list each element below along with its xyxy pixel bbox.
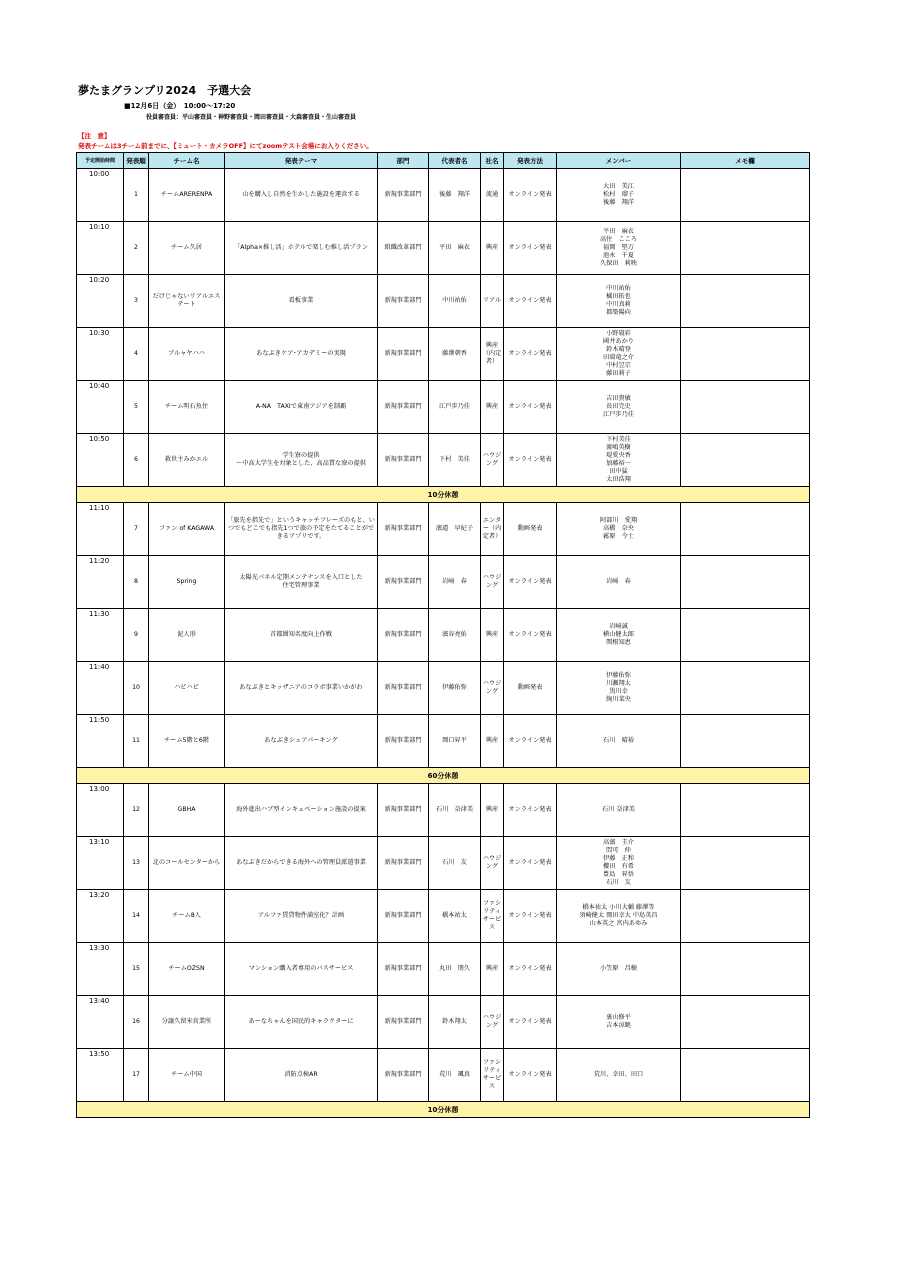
break-label: 10分休憩 (77, 487, 810, 503)
cell-dept: 新規事業部門 (378, 169, 429, 222)
table-row (77, 662, 810, 715)
member-name: 伊藤佑弥 (606, 672, 631, 679)
cell-method: 動画発表 (504, 503, 557, 556)
cell-theme (225, 434, 378, 487)
cell-order: 11 (124, 715, 149, 768)
cell-company: 興産 (481, 715, 504, 768)
table-row (77, 556, 810, 609)
cell-dept: 新規事業部門 (378, 996, 429, 1049)
member-name: 加藤裕一 (606, 460, 631, 467)
member-name: 大田 美江 (603, 183, 634, 190)
cell-time: 10:10 (77, 222, 124, 275)
col-method: 発表方法 (504, 153, 557, 169)
cell-theme (225, 503, 378, 556)
table-row (77, 943, 810, 996)
cell-memo (681, 381, 810, 434)
cell-rep: 江戸歩乃佳 (429, 381, 481, 434)
cell-team: 分譲久留米営業所 (149, 996, 225, 1049)
cell-rep: 濱道 早紀子 (429, 503, 481, 556)
col-rep: 代表者名 (429, 153, 481, 169)
cell-memo (681, 996, 810, 1049)
cell-theme (225, 222, 378, 275)
cell-team: チーム明石魚住 (149, 381, 225, 434)
table-row (77, 434, 810, 487)
table-row (77, 169, 810, 222)
cell-memo (681, 890, 810, 943)
cell-members (557, 381, 681, 434)
member-name: 中川真莉 (606, 301, 631, 308)
cell-memo (681, 434, 810, 487)
cell-memo (681, 556, 810, 609)
cell-method: オンライン発表 (504, 434, 557, 487)
member-name: 石川 友 (606, 879, 631, 886)
cell-company: 興産 (481, 222, 504, 275)
cell-method: オンライン発表 (504, 275, 557, 328)
cell-team: ブルャヤハハ (149, 328, 225, 381)
member-name: 田中猛 (609, 468, 628, 475)
cell-dept: 新規事業部門 (378, 662, 429, 715)
cell-theme (225, 275, 378, 328)
cell-memo (681, 784, 810, 837)
member-name: 吉本涼眺 (606, 1022, 631, 1029)
member-name: 岩﨑誠 (609, 623, 628, 630)
schedule-body (77, 169, 810, 1118)
cell-company: 興産 (481, 609, 504, 662)
cell-theme (225, 556, 378, 609)
event-date: ■12月6日（金） 10:00〜17:20 (124, 102, 236, 110)
cell-team: Spring (149, 556, 225, 609)
cell-members (557, 784, 681, 837)
cell-theme (225, 609, 378, 662)
theme-line: あなぶきだからできる海外への管理員派遣事業 (236, 859, 366, 866)
member-name: 伊藤 正和 (603, 855, 634, 862)
member-name: 霧原 令士 (603, 533, 634, 540)
table-row (77, 222, 810, 275)
cell-dept: 新規事業部門 (378, 1049, 429, 1102)
cell-company: ハウジング (481, 556, 504, 609)
cell-rep: 岡口昇平 (429, 715, 481, 768)
cell-dept: 新規事業部門 (378, 784, 429, 837)
cell-team: ハピハピ (149, 662, 225, 715)
cell-order: 2 (124, 222, 149, 275)
member-name: 山本英之 宮内あゆみ (589, 920, 648, 927)
cell-method: オンライン発表 (504, 837, 557, 890)
member-name: 阿部川 愛翔 (599, 517, 638, 524)
member-name: 関根知恵 (606, 639, 631, 646)
theme-line: 首都圏知名度向上作戦 (270, 631, 332, 638)
theme-line: 「Alpha×推し活」ホテルで楽しむ推し活プラン (234, 244, 368, 251)
table-row (77, 381, 810, 434)
break-row (77, 1102, 810, 1118)
cell-memo (681, 222, 810, 275)
theme-line: 山を購入し自然を生かした施設を運営する (242, 191, 360, 198)
member-name: 横山健太郎 (603, 631, 634, 638)
cell-company: 流通 (481, 169, 504, 222)
cell-method: オンライン発表 (504, 609, 557, 662)
cell-company: 興産（内定者） (481, 328, 504, 381)
schedule-table (76, 152, 810, 1118)
cell-rep: 下村 美佳 (429, 434, 481, 487)
member-name: 福岡 堅万 (603, 244, 634, 251)
cell-company: ハウジング (481, 434, 504, 487)
member-name: 中川祐佑 (606, 285, 631, 292)
cell-time: 13:10 (77, 837, 124, 890)
cell-dept: 新規事業部門 (378, 715, 429, 768)
member-name: 江戸歩乃佳 (603, 411, 634, 418)
table-row (77, 715, 810, 768)
cell-team: 救世主みかエル (149, 434, 225, 487)
cell-memo (681, 328, 810, 381)
cell-order: 9 (124, 609, 149, 662)
member-name: 橘田拓也 (606, 293, 631, 300)
member-name: 平田 麻衣 (603, 228, 634, 235)
member-name: 田端竜之介 (603, 354, 634, 361)
member-name: 國井あかり (603, 338, 634, 345)
cell-team: チーム8人 (149, 890, 225, 943)
cell-order: 10 (124, 662, 149, 715)
cell-method: オンライン発表 (504, 169, 557, 222)
cell-time: 13:00 (77, 784, 124, 837)
cell-team: チーム中国 (149, 1049, 225, 1102)
cell-company: ファシリティサービス (481, 890, 504, 943)
table-row (77, 837, 810, 890)
cell-theme (225, 662, 378, 715)
break-row (77, 768, 810, 784)
break-label: 60分休憩 (77, 768, 810, 784)
cell-method: オンライン発表 (504, 784, 557, 837)
notice-text: 発表チームは3チーム前までに、【ミュート・カメラOFF】にてzoomテスト会場にお入りください。 (78, 142, 373, 150)
cell-company: ハウジング (481, 662, 504, 715)
cell-members (557, 662, 681, 715)
theme-line: あーなちゃんを国民的キャラクターに (248, 1018, 354, 1025)
cell-members (557, 943, 681, 996)
member-name: 小笠原 昌樹 (599, 965, 638, 972)
member-name: 久保田 莉映 (599, 260, 638, 267)
cell-method: オンライン発表 (504, 943, 557, 996)
member-name: 堤愛央香 (606, 452, 631, 459)
cell-time: 10:40 (77, 381, 124, 434)
cell-dept: 組織改革部門 (378, 222, 429, 275)
theme-line: あなぶきとキッザニアのコラボ事業いかがわ (239, 684, 363, 691)
cell-members (557, 328, 681, 381)
cell-company: ファシリティサービス (481, 1049, 504, 1102)
cell-memo (681, 169, 810, 222)
member-name: 高住 こころ (599, 236, 638, 243)
cell-members (557, 1049, 681, 1102)
cell-rep: 荒川 颯真 (429, 1049, 481, 1102)
cell-dept: 新規事業部門 (378, 328, 429, 381)
cell-team: 泥人形 (149, 609, 225, 662)
theme-line: マンション購入者専用のバスサービス (248, 965, 354, 972)
cell-rep: 平田 麻衣 (429, 222, 481, 275)
member-name: 太田浩翔 (606, 476, 631, 483)
cell-company: ハウジング (481, 837, 504, 890)
cell-order: 1 (124, 169, 149, 222)
cell-time: 13:40 (77, 996, 124, 1049)
cell-theme (225, 784, 378, 837)
theme-line: A-NA TAXIで東南アジアを制覇 (255, 403, 347, 410)
cell-time: 11:20 (77, 556, 124, 609)
break-label: 10分休憩 (77, 1102, 810, 1118)
cell-order: 5 (124, 381, 149, 434)
col-theme: 発表テーマ (225, 153, 378, 169)
member-name: 鈴木晴登 (606, 346, 631, 353)
member-name: 荒川、幸田、田口 (593, 1071, 644, 1078)
member-name: 問可 仲 (606, 847, 631, 854)
member-name: 池永 千夏 (603, 252, 634, 259)
cell-memo (681, 837, 810, 890)
cell-time: 10:20 (77, 275, 124, 328)
cell-dept: 新規事業部門 (378, 434, 429, 487)
member-name: 中村昱宗 (606, 362, 631, 369)
cell-company: リアル (481, 275, 504, 328)
theme-line: 〜中高大学生を対象とした、高品質な寮の提供 (236, 460, 366, 467)
cell-theme (225, 890, 378, 943)
cell-time: 13:30 (77, 943, 124, 996)
cell-time: 11:50 (77, 715, 124, 768)
cell-company: ハウジング (481, 996, 504, 1049)
cell-members (557, 837, 681, 890)
cell-rep: 濱谷亮佑 (429, 609, 481, 662)
cell-team: だけじゃないリアルエステート (149, 275, 225, 328)
member-name: 吉田貴敏 (606, 395, 631, 402)
col-team: チーム名 (149, 153, 225, 169)
theme-line: 「旅先を指先で」というキャッチフレーズのもと、いつでもどこでも指先1つで旅の予定をたてることができるアプリです。 (227, 517, 375, 540)
table-row (77, 275, 810, 328)
cell-members (557, 222, 681, 275)
cell-time: 10:30 (77, 328, 124, 381)
cell-theme (225, 381, 378, 434)
theme-line: あなぶきケア･アカデミーの実現 (256, 350, 346, 357)
cell-members (557, 434, 681, 487)
page-title: 夢たまグランプリ2024 予選大会 (78, 84, 252, 97)
cell-team: チームOZSN (149, 943, 225, 996)
cell-dept: 新規事業部門 (378, 837, 429, 890)
cell-members (557, 503, 681, 556)
table-row (77, 784, 810, 837)
cell-method: オンライン発表 (504, 328, 557, 381)
member-name: 絢川菜央 (606, 696, 631, 703)
member-name: 黒川幸 (609, 688, 628, 695)
table-row (77, 1049, 810, 1102)
member-name: 藤田莉子 (606, 370, 631, 377)
cell-rep: 丸田 朋久 (429, 943, 481, 996)
cell-dept: 新規事業部門 (378, 275, 429, 328)
cell-team: チームARERENPA (149, 169, 225, 222)
judges-list: 役員審査員：平山審査員・神野審査員・岡田審査員・大森審査員・生山審査員 (146, 114, 357, 121)
cell-rep: 後藤 翔洋 (429, 169, 481, 222)
cell-order: 15 (124, 943, 149, 996)
cell-team: チーム久居 (149, 222, 225, 275)
cell-rep: 石川 友 (429, 837, 481, 890)
cell-memo (681, 715, 810, 768)
cell-dept: 新規事業部門 (378, 609, 429, 662)
cell-members (557, 996, 681, 1049)
cell-order: 6 (124, 434, 149, 487)
cell-method: オンライン発表 (504, 715, 557, 768)
member-name: 裏山修平 (606, 1014, 631, 1021)
cell-members (557, 715, 681, 768)
cell-order: 13 (124, 837, 149, 890)
theme-line: 消防点検AR (284, 1071, 318, 1078)
cell-order: 3 (124, 275, 149, 328)
col-memo: メモ欄 (681, 153, 810, 169)
theme-line: 海外進出ハブ型インキュベーション施設の提案 (236, 806, 366, 813)
member-name: 石川 晴裕 (603, 737, 634, 744)
col-members: メンバー (557, 153, 681, 169)
cell-time: 11:40 (77, 662, 124, 715)
cell-time: 11:30 (77, 609, 124, 662)
cell-dept: 新規事業部門 (378, 503, 429, 556)
cell-order: 7 (124, 503, 149, 556)
cell-order: 8 (124, 556, 149, 609)
cell-rep: 伊藤佑弥 (429, 662, 481, 715)
col-dept: 部門 (378, 153, 429, 169)
cell-theme (225, 169, 378, 222)
cell-memo (681, 662, 810, 715)
cell-team: チーム5階と6階 (149, 715, 225, 768)
table-row (77, 609, 810, 662)
cell-dept: 新規事業部門 (378, 381, 429, 434)
cell-rep: 藤澤朝香 (429, 328, 481, 381)
cell-time: 13:50 (77, 1049, 124, 1102)
cell-team: GBHA (149, 784, 225, 837)
cell-dept: 新規事業部門 (378, 556, 429, 609)
theme-line: 太陽光パネル定期メンテナンスを入口とした (239, 574, 363, 581)
table-row (77, 890, 810, 943)
member-name: 後藤 翔洋 (603, 199, 634, 206)
cell-team: ファン of KAGAWA (149, 503, 225, 556)
member-name: 長田完史 (606, 403, 631, 410)
theme-line: 住宅管理事業 (282, 582, 320, 589)
cell-method: オンライン発表 (504, 381, 557, 434)
table-row (77, 328, 810, 381)
cell-memo (681, 275, 810, 328)
cell-time: 10:00 (77, 169, 124, 222)
notice-heading: 【注 意】 (78, 132, 111, 140)
theme-line: 看板事業 (288, 297, 314, 304)
col-no: 発表順 (124, 153, 149, 169)
cell-members (557, 609, 681, 662)
cell-rep: 岩﨑 春 (429, 556, 481, 609)
table-header-row (77, 153, 810, 169)
member-name: 高橋 奈央 (603, 525, 634, 532)
member-name: 川瀬翔太 (606, 680, 631, 687)
cell-theme (225, 715, 378, 768)
cell-memo (681, 609, 810, 662)
col-time: 予定開始時間 (77, 153, 124, 169)
cell-members (557, 169, 681, 222)
cell-time: 13:20 (77, 890, 124, 943)
cell-theme (225, 328, 378, 381)
cell-rep: 橋本祐太 (429, 890, 481, 943)
cell-members (557, 890, 681, 943)
member-name: 高濱 圭介 (603, 839, 634, 846)
cell-dept: 新規事業部門 (378, 890, 429, 943)
cell-team: 北のコールセンターから (149, 837, 225, 890)
cell-company: 興産 (481, 784, 504, 837)
cell-method: オンライン発表 (504, 996, 557, 1049)
cell-rep: 中川祐佑 (429, 275, 481, 328)
break-row (77, 487, 810, 503)
table-row (77, 503, 810, 556)
theme-line: アルファ賃貸物件満室化？計画 (257, 912, 345, 919)
member-name: 下村美佳 (606, 436, 631, 443)
member-name: 橋本祐太 小川大輔 藤澤等 (582, 904, 655, 911)
member-name: 松村 瑠子 (603, 191, 634, 198)
cell-method: オンライン発表 (504, 556, 557, 609)
cell-memo (681, 943, 810, 996)
member-name: 櫻田 有希 (603, 863, 634, 870)
cell-method: オンライン発表 (504, 890, 557, 943)
cell-order: 16 (124, 996, 149, 1049)
cell-company: エンター（内定者） (481, 503, 504, 556)
member-name: 豊島 昇悟 (603, 871, 634, 878)
cell-theme (225, 837, 378, 890)
cell-dept: 新規事業部門 (378, 943, 429, 996)
cell-order: 17 (124, 1049, 149, 1102)
cell-method: 動画発表 (504, 662, 557, 715)
member-name: 渡嶋英樹 (606, 444, 631, 451)
cell-time: 10:50 (77, 434, 124, 487)
col-company: 社名 (481, 153, 504, 169)
theme-line: 学生寮の提供 (282, 452, 320, 459)
cell-company: 興産 (481, 943, 504, 996)
cell-order: 12 (124, 784, 149, 837)
cell-theme (225, 996, 378, 1049)
cell-members (557, 556, 681, 609)
cell-theme (225, 1049, 378, 1102)
cell-rep: 石川 奈津美 (429, 784, 481, 837)
cell-order: 14 (124, 890, 149, 943)
cell-memo (681, 1049, 810, 1102)
cell-rep: 鈴木翔太 (429, 996, 481, 1049)
theme-line: あなぶきシェアパーキング (264, 737, 338, 744)
cell-method: オンライン発表 (504, 1049, 557, 1102)
cell-time: 11:10 (77, 503, 124, 556)
member-name: 石川 奈津美 (602, 806, 635, 813)
member-name: 都築陽向 (606, 309, 631, 316)
member-name: 岩﨑 春 (606, 578, 631, 585)
cell-members (557, 275, 681, 328)
cell-company: 興産 (481, 381, 504, 434)
table-row (77, 996, 810, 1049)
cell-order: 4 (124, 328, 149, 381)
cell-theme (225, 943, 378, 996)
member-name: 小野寝彩 (606, 330, 631, 337)
cell-method: オンライン発表 (504, 222, 557, 275)
cell-memo (681, 503, 810, 556)
member-name: 須崎健太 岡田幸大 中島英昌 (579, 912, 658, 919)
